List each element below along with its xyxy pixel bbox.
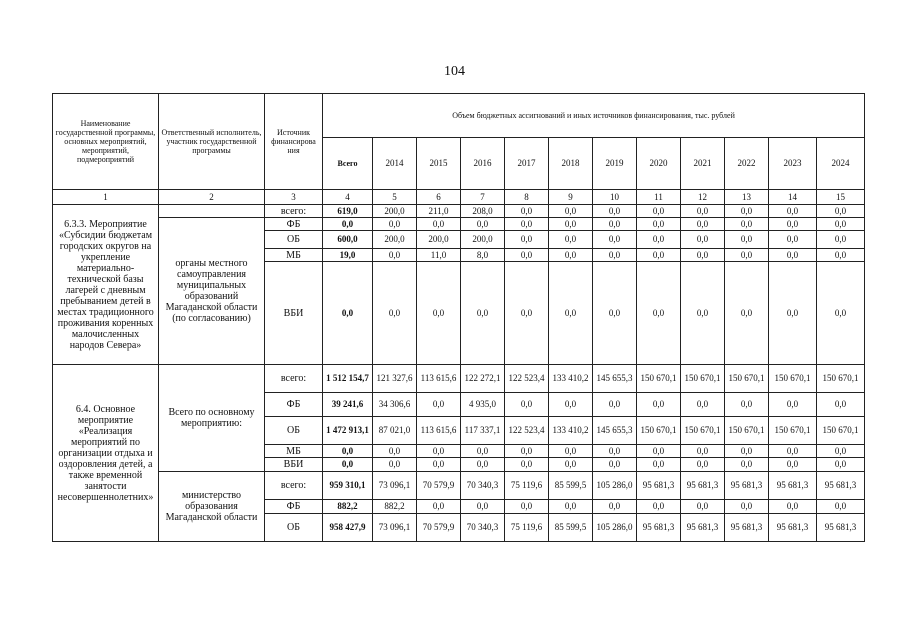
year-value: 0,0 xyxy=(461,500,505,514)
year-value: 150 670,1 xyxy=(817,417,865,445)
year-value: 0,0 xyxy=(817,445,865,458)
year-value: 34 306,6 xyxy=(373,393,417,417)
year-value: 0,0 xyxy=(681,249,725,262)
year-value: 117 337,1 xyxy=(461,417,505,445)
year-value: 85 599,5 xyxy=(549,472,593,500)
year-value: 0,0 xyxy=(593,218,637,231)
source-label: ФБ xyxy=(265,500,323,514)
column-number: 2 xyxy=(159,190,265,205)
year-value: 73 096,1 xyxy=(373,472,417,500)
year-value: 0,0 xyxy=(817,249,865,262)
year-value: 0,0 xyxy=(725,218,769,231)
year-value: 0,0 xyxy=(817,218,865,231)
year-value: 95 681,3 xyxy=(817,472,865,500)
header-year: 2021 xyxy=(681,138,725,190)
header-volume: Объем бюджетных ассигнований и иных источников финансирования, тыс. рублей xyxy=(323,94,865,138)
year-value: 87 021,0 xyxy=(373,417,417,445)
total-value: 1 512 154,7 xyxy=(323,365,373,393)
source-label: МБ xyxy=(265,249,323,262)
year-value: 0,0 xyxy=(681,231,725,249)
year-value: 0,0 xyxy=(373,458,417,472)
year-value: 113 615,6 xyxy=(417,417,461,445)
block2-name: 6.4. Основное мероприятие «Реализация мероприятий по организации отдыха и оздоровления детей, а также временной занятости несовершеннолетних» xyxy=(53,365,159,542)
block1-executor-blank xyxy=(159,205,265,218)
year-value: 0,0 xyxy=(769,500,817,514)
year-value: 150 670,1 xyxy=(725,417,769,445)
year-value: 4 935,0 xyxy=(461,393,505,417)
table-row xyxy=(53,190,865,205)
year-value: 8,0 xyxy=(461,249,505,262)
year-value: 0,0 xyxy=(725,445,769,458)
header-executor: Ответственный исполнитель, участник государственной программы xyxy=(159,94,265,190)
header-year: 2015 xyxy=(417,138,461,190)
year-value: 150 670,1 xyxy=(769,365,817,393)
year-value: 121 327,6 xyxy=(373,365,417,393)
year-value: 0,0 xyxy=(769,393,817,417)
year-value: 0,0 xyxy=(549,249,593,262)
source-label: ВБИ xyxy=(265,262,323,365)
year-value: 0,0 xyxy=(373,445,417,458)
year-value: 0,0 xyxy=(681,393,725,417)
block1-executor: органы местного самоуправления муниципальных образований Магаданской области (по согласованию) xyxy=(159,218,265,365)
total-value: 0,0 xyxy=(323,445,373,458)
year-value: 0,0 xyxy=(769,205,817,218)
year-value: 0,0 xyxy=(725,500,769,514)
column-number: 11 xyxy=(637,190,681,205)
year-value: 0,0 xyxy=(637,262,681,365)
source-label: всего: xyxy=(265,205,323,218)
year-value: 0,0 xyxy=(637,500,681,514)
year-value: 75 119,6 xyxy=(505,472,549,500)
year-value: 85 599,5 xyxy=(549,514,593,542)
year-value: 208,0 xyxy=(461,205,505,218)
year-value: 150 670,1 xyxy=(681,365,725,393)
year-value: 0,0 xyxy=(681,445,725,458)
year-value: 0,0 xyxy=(417,393,461,417)
header-source: Источник финансирова ния xyxy=(265,94,323,190)
year-value: 150 670,1 xyxy=(637,417,681,445)
year-value: 0,0 xyxy=(817,500,865,514)
year-value: 882,2 xyxy=(373,500,417,514)
year-value: 0,0 xyxy=(505,500,549,514)
year-value: 0,0 xyxy=(505,218,549,231)
column-number: 14 xyxy=(769,190,817,205)
year-value: 0,0 xyxy=(549,445,593,458)
year-value: 95 681,3 xyxy=(681,472,725,500)
total-value: 0,0 xyxy=(323,262,373,365)
total-value: 19,0 xyxy=(323,249,373,262)
table-row xyxy=(53,365,865,393)
year-value: 150 670,1 xyxy=(725,365,769,393)
year-value: 0,0 xyxy=(681,205,725,218)
year-value: 133 410,2 xyxy=(549,417,593,445)
year-value: 0,0 xyxy=(593,500,637,514)
year-value: 150 670,1 xyxy=(769,417,817,445)
source-label: ОБ xyxy=(265,417,323,445)
year-value: 0,0 xyxy=(593,231,637,249)
year-value: 95 681,3 xyxy=(725,472,769,500)
year-value: 0,0 xyxy=(769,249,817,262)
year-value: 200,0 xyxy=(461,231,505,249)
source-label: всего: xyxy=(265,472,323,500)
header-year: 2020 xyxy=(637,138,681,190)
year-value: 122 272,1 xyxy=(461,365,505,393)
year-value: 0,0 xyxy=(817,458,865,472)
year-value: 0,0 xyxy=(593,393,637,417)
total-value: 1 472 913,1 xyxy=(323,417,373,445)
year-value: 0,0 xyxy=(549,393,593,417)
year-value: 113 615,6 xyxy=(417,365,461,393)
source-label: ОБ xyxy=(265,514,323,542)
year-value: 75 119,6 xyxy=(505,514,549,542)
year-value: 95 681,3 xyxy=(817,514,865,542)
year-value: 0,0 xyxy=(637,249,681,262)
year-value: 0,0 xyxy=(817,393,865,417)
year-value: 0,0 xyxy=(417,218,461,231)
year-value: 0,0 xyxy=(769,262,817,365)
header-name: Наименование государственной программы, основных мероприятий, мероприятий, подмероприятий xyxy=(53,94,159,190)
source-label: всего: xyxy=(265,365,323,393)
source-label: ФБ xyxy=(265,393,323,417)
table-row xyxy=(53,94,865,138)
column-number: 6 xyxy=(417,190,461,205)
year-value: 0,0 xyxy=(593,249,637,262)
year-value: 0,0 xyxy=(549,231,593,249)
year-value: 0,0 xyxy=(769,218,817,231)
year-value: 0,0 xyxy=(725,393,769,417)
year-value: 0,0 xyxy=(505,445,549,458)
block2-executor-total: Всего по основному мероприятию: xyxy=(159,365,265,472)
table-row xyxy=(53,218,865,231)
year-value: 0,0 xyxy=(549,218,593,231)
year-value: 95 681,3 xyxy=(681,514,725,542)
year-value: 200,0 xyxy=(373,205,417,218)
year-value: 0,0 xyxy=(725,205,769,218)
year-value: 0,0 xyxy=(681,218,725,231)
column-number: 13 xyxy=(725,190,769,205)
header-year: 2022 xyxy=(725,138,769,190)
total-value: 619,0 xyxy=(323,205,373,218)
year-value: 95 681,3 xyxy=(769,472,817,500)
year-value: 150 670,1 xyxy=(817,365,865,393)
table-row xyxy=(53,205,865,218)
year-value: 0,0 xyxy=(593,445,637,458)
year-value: 0,0 xyxy=(549,205,593,218)
year-value: 0,0 xyxy=(725,262,769,365)
year-value: 95 681,3 xyxy=(725,514,769,542)
page-number: 104 xyxy=(444,64,465,79)
year-value: 73 096,1 xyxy=(373,514,417,542)
column-number: 15 xyxy=(817,190,865,205)
year-value: 0,0 xyxy=(373,249,417,262)
year-value: 122 523,4 xyxy=(505,417,549,445)
column-number: 8 xyxy=(505,190,549,205)
column-number: 3 xyxy=(265,190,323,205)
header-year: 2019 xyxy=(593,138,637,190)
header-year: 2024 xyxy=(817,138,865,190)
year-value: 200,0 xyxy=(417,231,461,249)
year-value: 95 681,3 xyxy=(637,514,681,542)
year-value: 0,0 xyxy=(681,262,725,365)
year-value: 0,0 xyxy=(549,500,593,514)
year-value: 0,0 xyxy=(505,205,549,218)
year-value: 0,0 xyxy=(461,458,505,472)
year-value: 122 523,4 xyxy=(505,365,549,393)
year-value: 0,0 xyxy=(769,458,817,472)
year-value: 0,0 xyxy=(461,218,505,231)
year-value: 0,0 xyxy=(593,205,637,218)
year-value: 105 286,0 xyxy=(593,472,637,500)
header-year: 2014 xyxy=(373,138,417,190)
year-value: 0,0 xyxy=(417,445,461,458)
year-value: 0,0 xyxy=(725,458,769,472)
total-value: 958 427,9 xyxy=(323,514,373,542)
year-value: 70 340,3 xyxy=(461,514,505,542)
year-value: 0,0 xyxy=(769,231,817,249)
year-value: 0,0 xyxy=(505,231,549,249)
year-value: 0,0 xyxy=(817,205,865,218)
year-value: 0,0 xyxy=(725,249,769,262)
year-value: 0,0 xyxy=(637,458,681,472)
header-year: 2018 xyxy=(549,138,593,190)
year-value: 95 681,3 xyxy=(637,472,681,500)
total-value: 0,0 xyxy=(323,458,373,472)
year-value: 150 670,1 xyxy=(637,365,681,393)
total-value: 959 310,1 xyxy=(323,472,373,500)
year-value: 0,0 xyxy=(417,262,461,365)
total-value: 0,0 xyxy=(323,218,373,231)
year-value: 0,0 xyxy=(373,262,417,365)
year-value: 70 579,9 xyxy=(417,514,461,542)
column-number: 1 xyxy=(53,190,159,205)
column-number: 5 xyxy=(373,190,417,205)
year-value: 0,0 xyxy=(637,205,681,218)
year-value: 133 410,2 xyxy=(549,365,593,393)
year-value: 95 681,3 xyxy=(769,514,817,542)
year-value: 0,0 xyxy=(637,231,681,249)
year-value: 70 579,9 xyxy=(417,472,461,500)
year-value: 11,0 xyxy=(417,249,461,262)
year-value: 0,0 xyxy=(373,218,417,231)
total-value: 39 241,6 xyxy=(323,393,373,417)
header-year: 2016 xyxy=(461,138,505,190)
total-value: 600,0 xyxy=(323,231,373,249)
year-value: 0,0 xyxy=(549,458,593,472)
header-year: 2017 xyxy=(505,138,549,190)
year-value: 0,0 xyxy=(461,262,505,365)
year-value: 150 670,1 xyxy=(681,417,725,445)
year-value: 200,0 xyxy=(373,231,417,249)
block2-executor-ministry: министерство образования Магаданской области xyxy=(159,472,265,542)
block1-name: 6.3.3. Мероприятие «Субсидии бюджетам городских округов на укрепление материально-технической базы лагерей с дневным пребыванием детей в местах традиционного проживания коренных малочисленных народов Севера» xyxy=(53,205,159,365)
column-number: 9 xyxy=(549,190,593,205)
year-value: 145 655,3 xyxy=(593,365,637,393)
source-label: ФБ xyxy=(265,218,323,231)
year-value: 0,0 xyxy=(593,262,637,365)
year-value: 0,0 xyxy=(549,262,593,365)
year-value: 0,0 xyxy=(505,393,549,417)
year-value: 0,0 xyxy=(461,445,505,458)
header-year: 2023 xyxy=(769,138,817,190)
year-value: 0,0 xyxy=(505,249,549,262)
column-number: 7 xyxy=(461,190,505,205)
column-number: 4 xyxy=(323,190,373,205)
year-value: 0,0 xyxy=(725,231,769,249)
year-value: 0,0 xyxy=(505,262,549,365)
year-value: 105 286,0 xyxy=(593,514,637,542)
year-value: 0,0 xyxy=(417,458,461,472)
year-value: 0,0 xyxy=(681,458,725,472)
source-label: ОБ xyxy=(265,231,323,249)
year-value: 211,0 xyxy=(417,205,461,218)
year-value: 70 340,3 xyxy=(461,472,505,500)
year-value: 145 655,3 xyxy=(593,417,637,445)
year-value: 0,0 xyxy=(593,458,637,472)
year-value: 0,0 xyxy=(637,445,681,458)
table-row xyxy=(53,472,865,500)
year-value: 0,0 xyxy=(817,231,865,249)
column-number: 10 xyxy=(593,190,637,205)
source-label: ВБИ xyxy=(265,458,323,472)
source-label: МБ xyxy=(265,445,323,458)
year-value: 0,0 xyxy=(637,218,681,231)
year-value: 0,0 xyxy=(637,393,681,417)
year-value: 0,0 xyxy=(817,262,865,365)
total-value: 882,2 xyxy=(323,500,373,514)
year-value: 0,0 xyxy=(769,445,817,458)
year-value: 0,0 xyxy=(505,458,549,472)
budget-table xyxy=(52,93,865,542)
year-value: 0,0 xyxy=(417,500,461,514)
header-total: Всего xyxy=(323,138,373,190)
column-number: 12 xyxy=(681,190,725,205)
year-value: 0,0 xyxy=(681,500,725,514)
